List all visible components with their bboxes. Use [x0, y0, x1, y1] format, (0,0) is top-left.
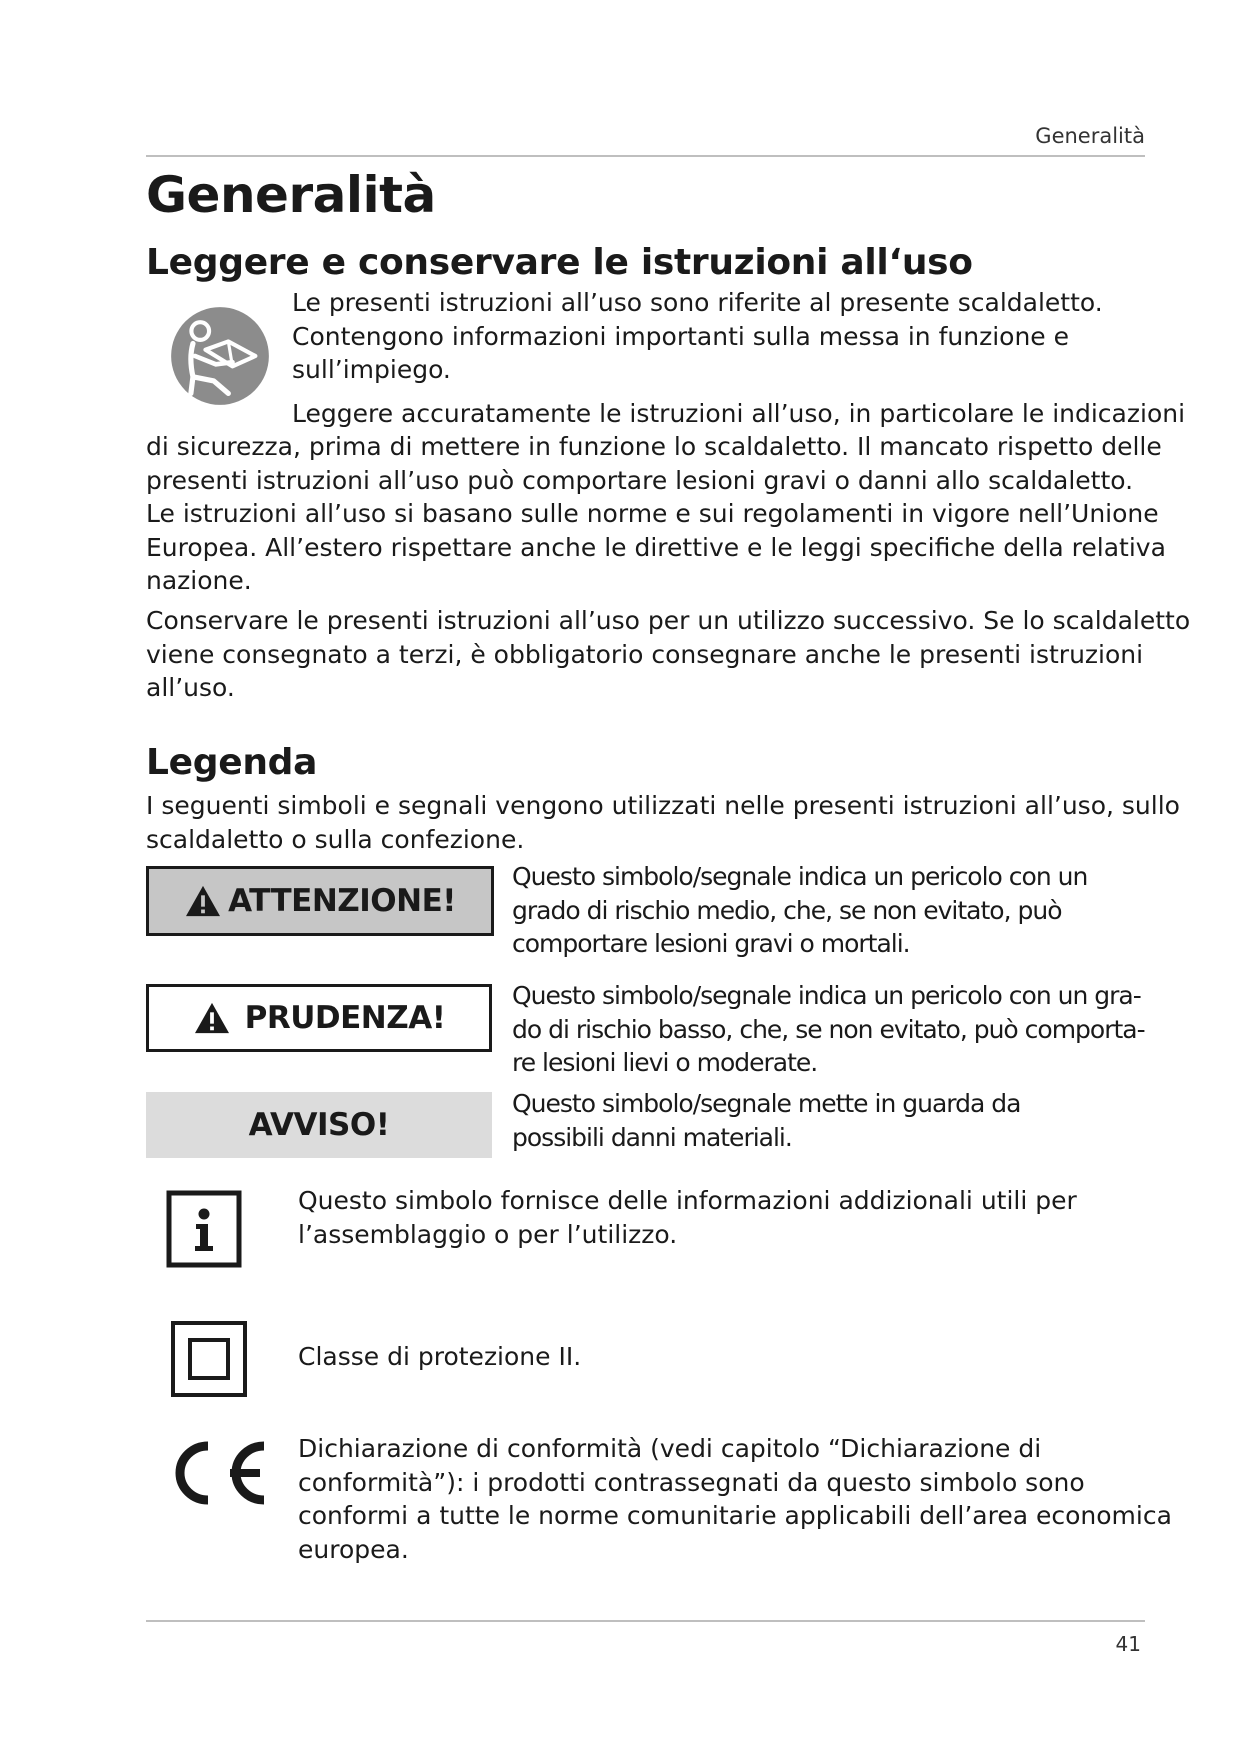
read-carefully-paragraph: di sicurezza, prima di mettere in funzione lo scaldaletto. Il mancato rispetto delle presenti istruzioni all’uso può comportare lesioni gravi o danni allo scaldaletto. Le istruzioni all’uso si basano sulle norme e sui regolamenti in vigore nell’Unione Europea. All’estero rispettare anche le direttive e le leggi specifiche della relativa nazione. [146, 432, 1166, 595]
signal-word-prudenza [146, 984, 492, 1052]
signal-word-label: AVVISO! [248, 1107, 390, 1143]
ce-mark-description: Dichiarazione di conformità (vedi capitolo “Dichiarazione di conformità”): i prodotti contrassegnati da questo simbolo sono conformi a tutte le norme comunitarie applicabili dell’area economica europea. [298, 1434, 1172, 1564]
prudenza-description: Questo simbolo/segnale indica un pericolo con un gra- do di rischio basso, che, se non evitato, può comporta- re lesioni lievi o moderate. [512, 981, 1145, 1077]
page-title: Generalità [146, 166, 436, 224]
attenzione-description: Questo simbolo/segnale indica un pericolo con un grado di rischio medio, che, se non evitato, può comportare lesioni gravi o mortali. [512, 862, 1088, 958]
ce-mark-icon [168, 1436, 272, 1510]
protection-class-description: Classe di protezione II. [298, 1342, 582, 1371]
avviso-description: Questo simbolo/segnale mette in guarda da possibili danni materiali. [512, 1089, 1021, 1152]
signal-word-label: ATTENZIONE! [228, 883, 456, 919]
section-heading-read-instructions: Leggere e conservare le istruzioni all‘uso [146, 242, 973, 283]
read-carefully-first-line: Leggere accuratamente le istruzioni all’uso, in particolare le indicazioni [292, 399, 1186, 428]
keep-instructions-paragraph: Conservare le presenti istruzioni all’uso per un utilizzo successivo. Se lo scaldaletto viene consegnato a terzi, è obbligatorio consegnare anche le presenti istruzioni all’uso. [146, 606, 1191, 702]
signal-word-avviso [146, 1092, 492, 1158]
warning-triangle-icon [193, 1001, 231, 1035]
signal-word-label: PRUDENZA! [244, 1000, 446, 1036]
page-number: 41 [1115, 1632, 1141, 1656]
running-header: Generalità [1035, 124, 1145, 148]
footer-rule [146, 1620, 1145, 1622]
warning-triangle-icon [184, 884, 222, 918]
info-symbol-description: Questo simbolo fornisce delle informazioni addizionali utili per l’assemblaggio o per l’utilizzo. [298, 1186, 1077, 1249]
info-icon [166, 1190, 242, 1268]
intro-paragraph: Le presenti istruzioni all’uso sono riferite al presente scaldaletto. Contengono informazioni importanti sulla messa in funzione e sull’impiego. [292, 288, 1103, 384]
protection-class-ii-icon [170, 1320, 248, 1398]
signal-word-attenzione [146, 866, 494, 936]
legend-intro: I seguenti simboli e segnali vengono utilizzati nelle presenti istruzioni all’uso, sullo scaldaletto o sulla confezione. [146, 791, 1180, 854]
read-manual-icon [168, 304, 272, 408]
header-rule [146, 155, 1145, 157]
section-heading-legend: Legenda [146, 742, 318, 783]
